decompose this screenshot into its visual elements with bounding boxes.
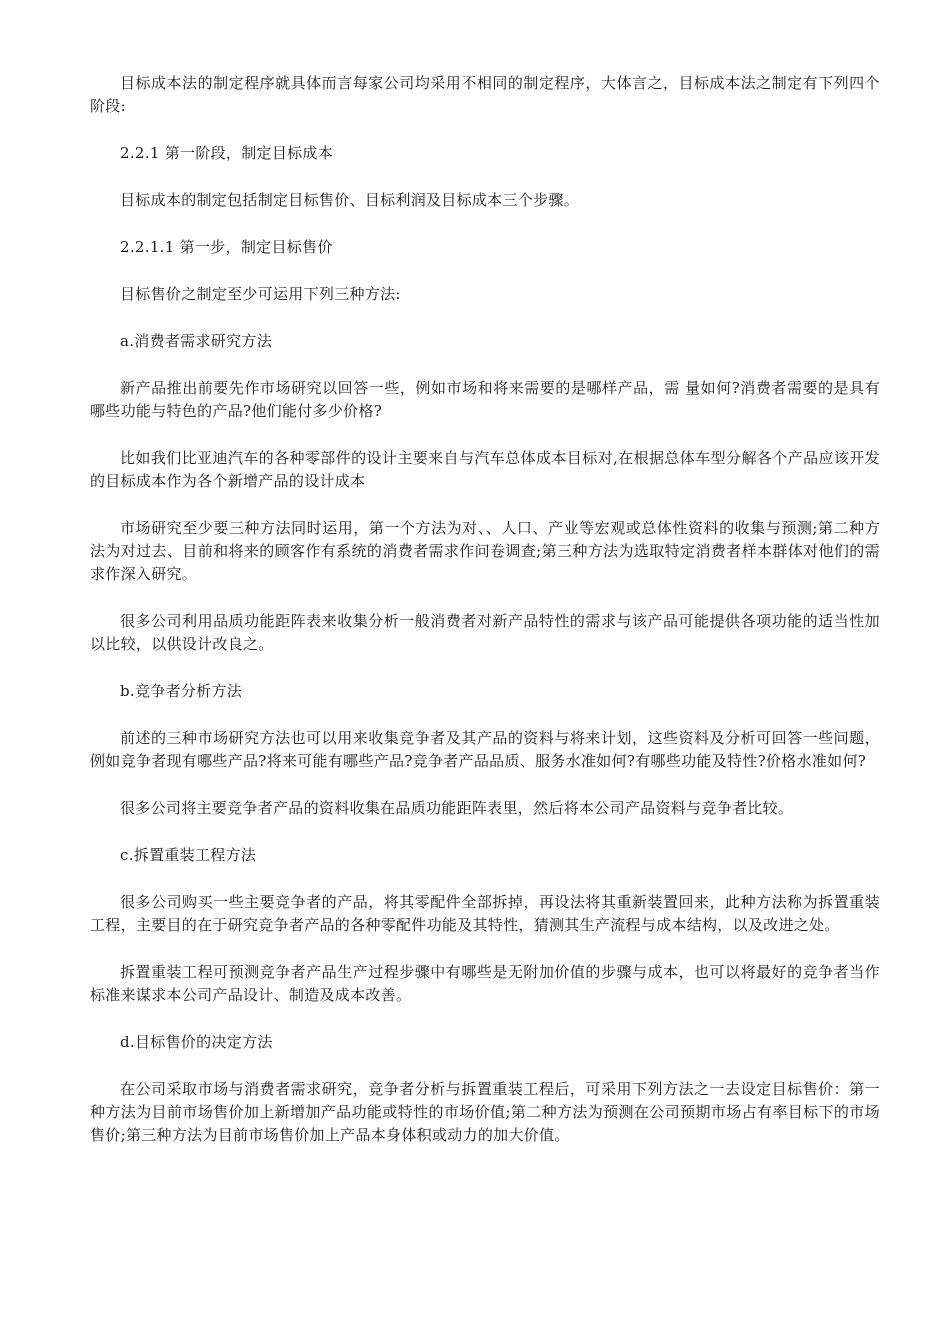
market-research-paragraph: 新产品推出前要先作市场研究以回答一些，例如市场和将来需要的是哪样产品，需 量如何?消费者需要的是具有哪些功能与特色的产品?他们能付多少价格? <box>90 379 880 420</box>
competitor-matrix-paragraph: 很多公司将主要竞争者产品的资料收集在品质功能距阵表里，然后将本公司产品资料与竞争者比较。 <box>120 799 794 817</box>
quality-function-matrix-paragraph: 很多公司利用品质功能距阵表来收集分析一般消费者对新产品特性的需求与该产品可能提供各项功能的适当性加以比较，以供设计改良之。 <box>90 612 880 653</box>
section-2-2-1-1-heading: 2.2.1.1 第一步，制定目标售价 <box>120 238 333 256</box>
pricing-decision-paragraph: 在公司采取市场与消费者需求研究，竞争者分析与拆置重装工程后，可采用下列方法之一去设定目标售价：第一种方法为目前市场售价加上新增加产品功能或特性的市场价值;第二种方法为预测在公司预期市场占有率目标下的市场售价;第三种方法为目前市场售价加上产品本身体积或动力的加大价值。 <box>90 1080 880 1144</box>
three-research-methods-paragraph: 市场研究至少要三种方法同时运用，第一个方法为对、、人口、产业等宏观或总体性资料的收集与预测;第二种方法为对过去、目前和将来的顾客作有系统的消费者需求作问卷调查;第三种方法为选取特定消费者样本群体对他们的需求作深入研究。 <box>90 519 880 583</box>
document-page <box>90 72 880 1171</box>
method-b-heading: b.竞争者分析方法 <box>120 682 243 700</box>
method-d-heading: d.目标售价的决定方法 <box>120 1033 273 1051</box>
teardown-benefit-paragraph: 拆置重装工程可预测竞争者产品生产过程步骤中有哪些是无附加价值的步骤与成本，也可以将最好的竞争者当作标准来谋求本公司产品设计、制造及成本改善。 <box>90 963 880 1004</box>
byd-example-paragraph: 比如我们比亚迪汽车的各种零部件的设计主要来自与汽车总体成本目标对,在根据总体车型分解各个产品应该开发的目标成本作为各个新增产品的设计成本 <box>90 449 880 490</box>
target-cost-steps-paragraph: 目标成本的制定包括制定目标售价、目标利润及目标成本三个步骤。 <box>120 191 580 209</box>
method-a-heading: a.消费者需求研究方法 <box>120 332 273 350</box>
three-methods-paragraph: 目标售价之制定至少可运用下列三种方法: <box>120 285 401 303</box>
teardown-paragraph: 很多公司购买一些主要竞争者的产品，将其零配件全部拆掉，再设法将其重新装置回来，此种方法称为拆置重装工程，主要目的在于研究竞争者产品的各种零配件功能及其特性，猜测其生产流程与成本结构，以及改进之处。 <box>90 893 880 934</box>
intro-paragraph: 目标成本法的制定程序就具体而言每家公司均采用不相同的制定程序，大体言之，目标成本法之制定有下列四个阶段: <box>90 74 880 115</box>
method-c-heading: c.拆置重装工程方法 <box>120 846 257 864</box>
section-2-2-1-heading: 2.2.1 第一阶段，制定目标成本 <box>120 144 334 162</box>
competitor-research-paragraph: 前述的三种市场研究方法也可以用来收集竞争者及其产品的资料与将来计划，这些资料及分析可回答一些问题，例如竞争者现有哪些产品?将来可能有哪些产品?竞争者产品品质、服务水准如何?有哪些功能及特性?价格水准如何? <box>90 729 880 770</box>
